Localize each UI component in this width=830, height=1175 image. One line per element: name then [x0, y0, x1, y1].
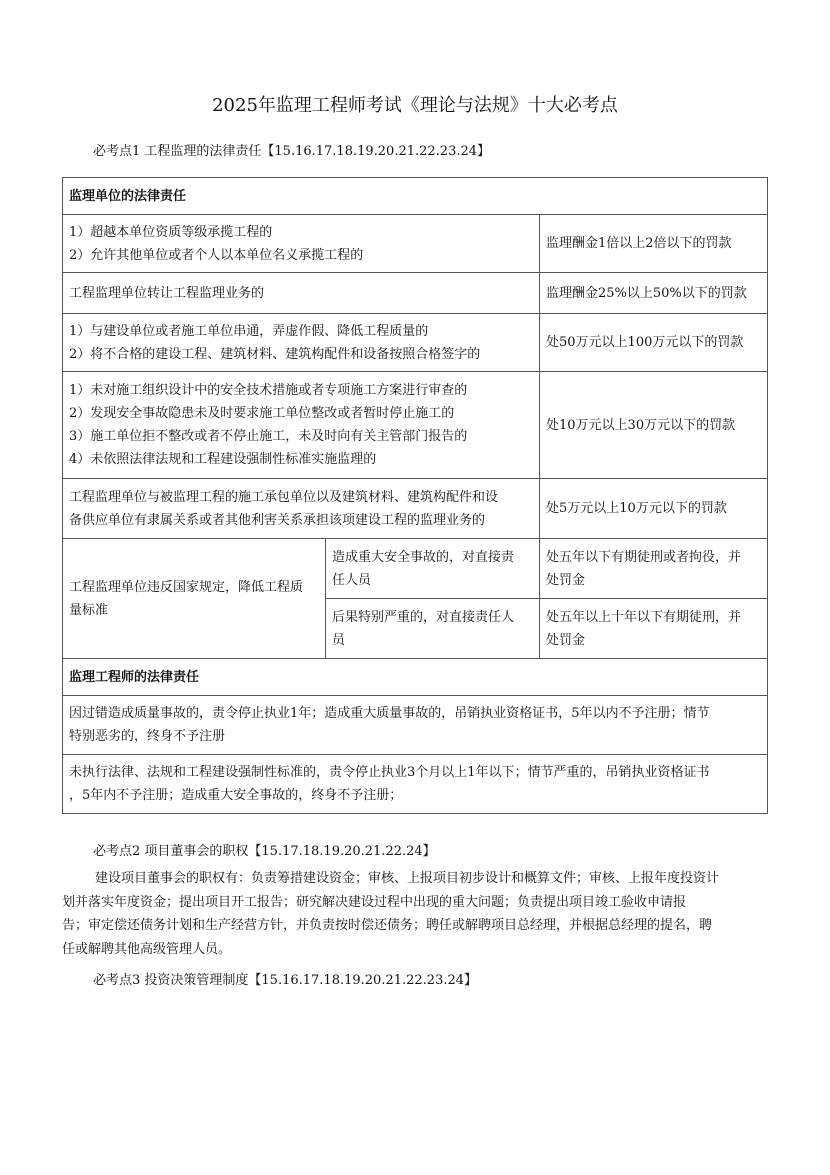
table-row [63, 755, 768, 814]
liability-line: 因过错造成质量事故的，责令停止执业1年；造成重大质量事故的，吊销执业资格证书，5年以内不予注册；情节 [69, 706, 710, 721]
liability-line: ，5年内不予注册；造成重大安全事故的，终身不予注册； [69, 788, 403, 803]
violation-line: 4）未依照法律法规和工程建设强制性标准实施监理的 [69, 452, 377, 467]
engineer-liability-cell [63, 696, 768, 755]
point3-heading: 必考点3 投资决策管理制度【15.16.17.18.19.20.21.22.23.24】 [93, 973, 478, 988]
table-row [63, 372, 768, 479]
quality-violation-cell [63, 539, 326, 659]
section-header-unit [63, 178, 768, 215]
section-title: 监理工程师的法律责任 [63, 659, 768, 696]
table-row [63, 696, 768, 755]
point1-heading: 必考点1 工程监理的法律责任【15.16.17.18.19.20.21.22.23.24】 [93, 144, 491, 159]
penalty-line: 处五年以下有期徒刑或者拘役，并 [546, 549, 742, 565]
penalty-cell: 处50万元以上100万元以下的罚款 [540, 314, 768, 372]
penalty-cell: 监理酬金1倍以上2倍以下的罚款 [540, 215, 768, 273]
paragraph-line: 告；审定偿还债务计划和生产经营方针，并负责按时偿还债务；聘任或解聘项目总经理，并根据总经理的提名，聘 [62, 918, 713, 933]
table-row [63, 539, 768, 599]
condition-line: 任人员 [332, 572, 372, 588]
violation-line: 2）允许其他单位或者个人以本单位名义承揽工程的 [69, 247, 364, 263]
penalty-cell: 处10万元以上30万元以下的罚款 [540, 372, 768, 479]
point2-paragraph [62, 867, 767, 961]
table-row [63, 314, 768, 372]
paragraph-line: 划并落实年度资金；提出项目开工报告；研究解决建设过程中出现的重大问题；负责提出项目竣工验收申请报 [62, 894, 687, 910]
condition-cell [326, 539, 540, 599]
violation-line: 工程监理单位违反国家规定，降低工程质 [69, 579, 304, 595]
violation-cell [63, 314, 540, 372]
paragraph-line: 任或解聘其他高级管理人员。 [62, 941, 232, 957]
liability-line: 未执行法律、法规和工程建设强制性标准的，责令停止执业3个月以上1年以下；情节严重的，吊销执业资格证书 [69, 765, 710, 780]
liability-line: 特别恶劣的，终身不予注册 [69, 729, 226, 744]
document-title: 2025年监理工程师考试《理论与法规》十大必考点 [212, 95, 618, 116]
legal-liability-table [62, 177, 768, 814]
violation-line: 1）与建设单位或者施工单位串通，弄虚作假、降低工程质量的 [69, 323, 429, 339]
section-header-engineer [63, 659, 768, 696]
violation-line: 2）将不合格的建设工程、建筑材料、建筑构配件和设备按照合格签字的 [69, 346, 481, 362]
violation-line: 1）超越本单位资质等级承揽工程的 [69, 224, 273, 240]
table-row [63, 479, 768, 539]
violation-cell [63, 215, 540, 273]
violation-cell [63, 273, 540, 314]
penalty-cell: 监理酬金25%以上50%以下的罚款 [540, 273, 768, 314]
engineer-liability-cell [63, 755, 768, 814]
paragraph-line: 建设项目董事会的职权有：负责筹措建设资金；审核、上报项目初步设计和概算文件；审核、上报年度投资计 [95, 871, 720, 886]
condition-line: 造成重大安全事故的，对直接责 [332, 549, 515, 565]
penalty-line: 处五年以上十年以下有期徒刑，并 [546, 609, 742, 625]
penalty-cell: 处5万元以上10万元以下的罚款 [540, 479, 768, 539]
violation-cell [63, 479, 540, 539]
violation-line: 备供应单位有隶属关系或者其他利害关系承担该项建设工程的监理业务的 [69, 512, 486, 528]
penalty-line: 处罚金 [546, 632, 586, 648]
point2-heading: 必考点2 项目董事会的职权【15.17.18.19.20.21.22.24】 [93, 844, 436, 859]
violation-line: 工程监理单位与被监理工程的施工承包单位以及建筑材料、建筑构配件和设 [69, 489, 499, 505]
table-row [63, 215, 768, 273]
violation-line: 3）施工单位拒不整改或者不停止施工，未及时向有关主管部门报告的 [69, 429, 468, 444]
violation-line: 工程监理单位转让工程监理业务的 [69, 285, 265, 301]
section-title: 监理单位的法律责任 [63, 178, 768, 215]
penalty-cell [540, 599, 768, 659]
violation-line: 量标准 [69, 602, 109, 618]
table-row [63, 273, 768, 314]
violation-line: 1）未对施工组织设计中的安全技术措施或者专项施工方案进行审查的 [69, 383, 468, 398]
violation-line: 2）发现安全事故隐患未及时要求施工单位整改或者暂时停止施工的 [69, 406, 455, 421]
penalty-cell [540, 539, 768, 599]
condition-cell [326, 599, 540, 659]
violation-cell [63, 372, 540, 479]
condition-line: 后果特别严重的，对直接责任人 [332, 609, 515, 625]
condition-line: 员 [332, 632, 346, 648]
penalty-line: 处罚金 [546, 572, 586, 588]
